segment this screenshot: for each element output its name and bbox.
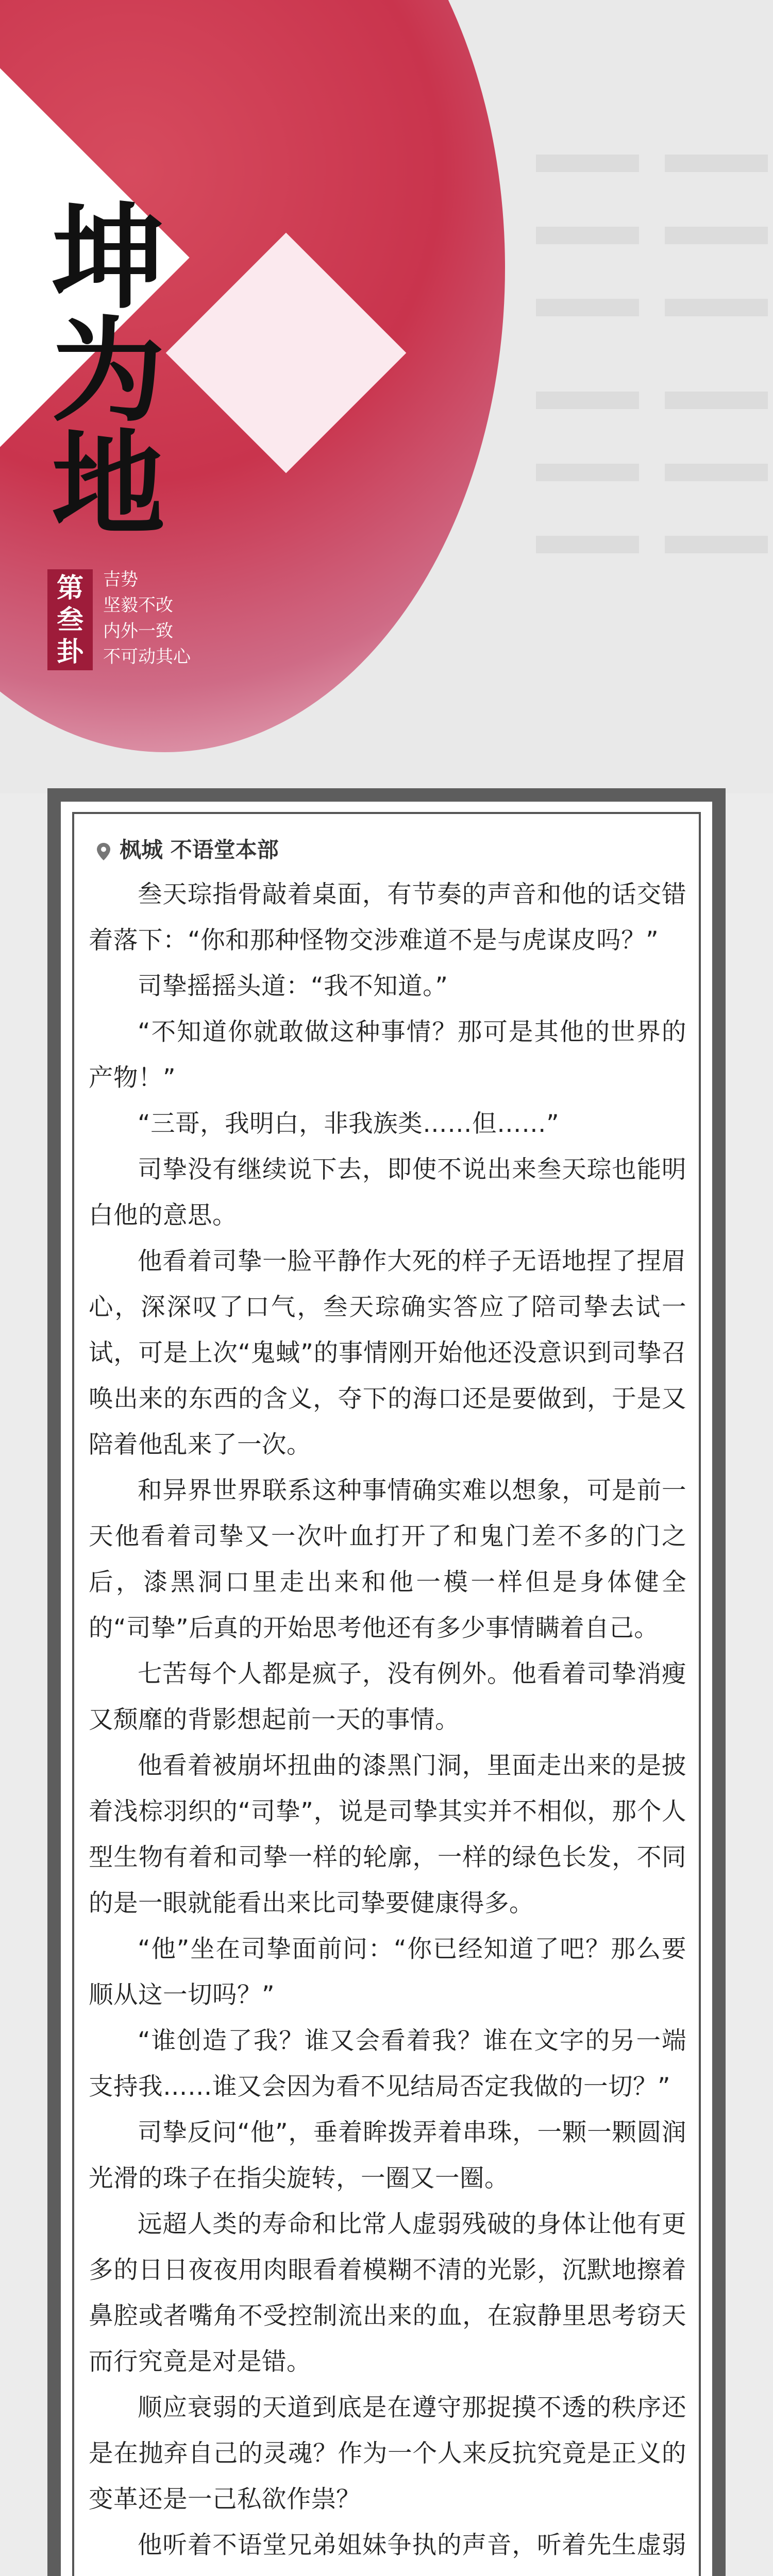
motto-line: 坚毅不改 [103, 595, 173, 616]
title-char-3: 地 [52, 417, 162, 551]
location-pin-icon [97, 843, 110, 860]
paragraph: 他看着被崩坏扭曲的漆黑门洞，里面走出来的是披着浅棕羽织的“司挚”，说是司挚其实并不相似，那个人型生物有着和司挚一样的轮廓，一样的绿色长发，不同的是一眼就能看出来比司挚要健康得多。 [89, 1752, 686, 1918]
title-char-1: 坤 [52, 191, 162, 324]
trigram-bar [665, 392, 768, 409]
paragraph: “他”坐在司挚面前问：“你已经知道了吧？那么要顺从这一切吗？” [89, 1935, 686, 2009]
motto-line: 吉势 [103, 569, 138, 590]
trigram-bar [536, 392, 639, 409]
trigram-bar [536, 536, 639, 553]
hexagram-seal [47, 569, 93, 670]
paragraph: 他看着司挚一脸平静作大死的样子无语地捏了捏眉心，深深叹了口气，叁天琮确实答应了陪司挚去试一试，可是上次“鬼蜮”的事情刚开始他还没意识到司挚召唤出来的东西的含义，夺下的海口还是要做到，于是又陪着他乱来了一次。 [89, 1247, 686, 1459]
seal-char: 叁 [56, 604, 83, 636]
paragraph: 他听着不语堂兄弟姐妹争执的声音，听着先生虚弱 [138, 2531, 686, 2560]
paragraph: 远超人类的寿命和比常人虚弱残破的身体让他有更多的日日夜夜用肉眼看着模糊不清的光影，沉默地擦着鼻腔或者嘴角不受控制流出来的血，在寂静里思考窃天而行究竟是对是错。 [89, 2210, 686, 2376]
trigram-bar [665, 536, 768, 553]
motto-block [103, 567, 191, 670]
header-banner [0, 0, 773, 793]
trigram-bar [665, 227, 768, 244]
paragraph: 叁天琮指骨敲着桌面，有节奏的声音和他的话交错着落下：“你和那种怪物交涉难道不是与虎谋皮吗？” [89, 880, 686, 955]
paragraph: 司挚反问“他”，垂着眸拨弄着串珠，一颗一颗圆润光滑的珠子在指尖旋转，一圈又一圈。 [89, 2119, 686, 2193]
trigram-bar [665, 155, 768, 172]
paragraph: “三哥，我明白，非我族类……但……” [138, 1110, 560, 1138]
paragraph: 司挚摇摇头道：“我不知道。” [138, 972, 448, 1001]
paragraph: 顺应衰弱的天道到底是在遵守那捉摸不透的秩序还是在抛弃自己的灵魂？作为一个人来反抗究竟是正义的变革还是一己私欲作祟？ [89, 2394, 686, 2514]
trigram-bar [536, 155, 639, 172]
location-text: 枫城 不语堂本部 [120, 837, 279, 862]
seal-char: 卦 [56, 636, 83, 668]
trigram-bar [536, 227, 639, 244]
location-line [89, 835, 686, 866]
paragraph: “不知道你就敢做这种事情？那可是其他的世界的产物！” [89, 1018, 686, 1092]
paragraph: 七苦每个人都是疯子，没有例外。他看着司挚消瘦又颓靡的背影想起前一天的事情。 [89, 1660, 686, 1734]
title-char-2: 为 [52, 304, 162, 437]
article-body [89, 835, 686, 2576]
trigram-bar [665, 299, 768, 316]
motto-line: 不可动其心 [103, 647, 191, 667]
motto-line: 内外一致 [103, 621, 173, 641]
paragraph: 和异界世界联系这种事情确实难以想象，可是前一天他看着司挚又一次叶血打开了和鬼门差不多的门之后，漆黑洞口里走出来和他一模一样但是身体健全的“司挚”后真的开始思考他还有多少事情瞒着自己。 [89, 1477, 686, 1642]
paragraph: 司挚没有继续说下去，即使不说出来叁天琮也能明白他的意思。 [89, 1156, 686, 1230]
trigram-bar [536, 464, 639, 481]
trigram-bar [665, 464, 768, 481]
paragraph: “谁创造了我？谁又会看着我？谁在文字的另一端支持我……谁又会因为看不见结局否定我做的一切？” [89, 2027, 686, 2101]
trigram-bar [536, 299, 639, 316]
seal-char: 第 [56, 572, 83, 604]
